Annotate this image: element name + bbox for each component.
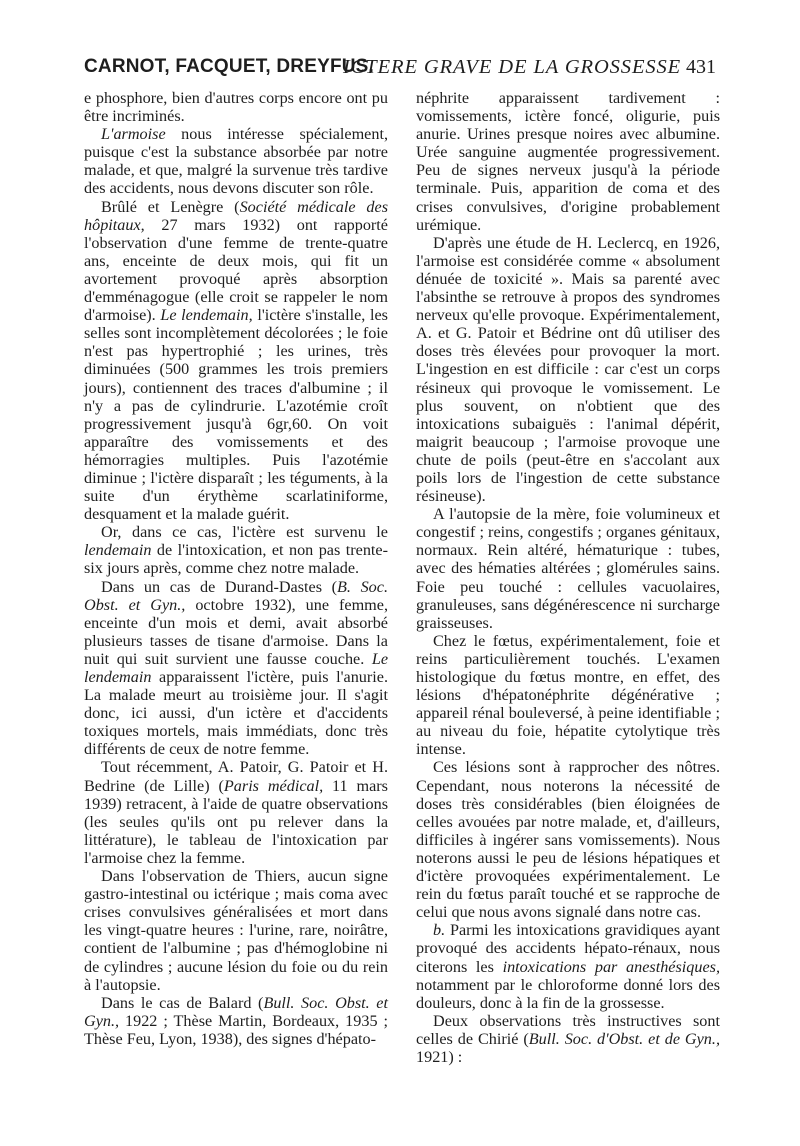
text-run: Or, dans ce cas, l'ictère est survenu le [101, 523, 388, 542]
text-run: 1921) : [416, 1047, 463, 1066]
italic-run: Bull. Soc. Obst. et Gyn., [84, 993, 388, 1030]
text-run: Deux observations très instructives sont celles de Chirié ( [416, 1011, 720, 1048]
paragraph [84, 758, 388, 867]
italic-run: Le lendemain [84, 649, 388, 686]
text-run: de l'intoxication, et non pas trente-six jours après, comme chez notre malade. [84, 541, 388, 578]
paragraph [84, 578, 388, 759]
paragraph [84, 523, 388, 577]
text-run: Dans un cas de Durand-Dastes ( [101, 577, 338, 596]
paragraph [84, 125, 388, 197]
page-number: 431 [686, 56, 716, 78]
paragraph [84, 89, 388, 125]
paragraph [416, 505, 720, 632]
header-authors: CARNOT, FACQUET, DREYFUS. [84, 56, 375, 77]
text-run: Chez le fœtus, expérimentalement, foie et reins particulièrement touchés. L'examen histologique du fœtus montre, en effet, des lésions d'hépatonéphrite dégénérative ; appareil rénal bouleversé, à peine identifiable ; au niveau du foie, hépatite cytolytique très intense. [416, 631, 720, 759]
text-run: Brûlé et Lenègre ( [101, 197, 240, 216]
text-run: 1922 ; Thèse Martin, Bordeaux, 1935 ; Thèse Feu, Lyon, 1938), des signes d'hépato- [84, 1011, 388, 1048]
paragraph [416, 234, 720, 505]
text-run: notamment par le chloroforme donné lors des douleurs, donc à la fin de la grossesse. [416, 975, 720, 1012]
text-run: e phosphore, bien d'autres corps encore ont pu être incriminés. [84, 89, 388, 126]
italic-run: b. [433, 921, 446, 940]
text-run: Ces lésions sont à rapprocher des nôtres. Cependant, nous noterons la nécessité de doses très considérables (bien éloignées de celles avouées par notre malade, et, d'ailleurs, difficiles à ingérer sans vomissements). Nous noterons aussi le peu de lésions hépatiques et d'ictère provoquées expérimentalement. Le rein du fœtus paraît touché et se rapproche de celui que nous avons signalé dans notre cas. [416, 758, 720, 922]
text-run: nous intéresse spécialement, puisque c'est la substance absorbée par notre malade, et que, malgré la survenue très tardive des accidents, nous devons discuter son rôle. [84, 125, 388, 198]
text-run: apparaissent l'ictère, puis l'anurie. La malade meurt au troisième jour. Il s'agit donc, ici aussi, d'un ictère et d'accidents toxiques mortels, mais immédiats, donc très différents de ceux de notre femme. [84, 668, 388, 759]
italic-run: Le lendemain, [160, 306, 253, 325]
paragraph [84, 994, 388, 1048]
paragraph [416, 1012, 720, 1066]
text-run: Dans l'observation de Thiers, aucun signe gastro-intestinal ou ictérique ; mais coma avec crises convulsives généralisées et mort dans les vingt-quatre heures : l'urine, rare, noirâtre, contient de l'albumine ; pas d'hémoglobine ni de cylindres ; aucune lésion du foie ou du rein à l'autopsie. [84, 867, 388, 994]
italic-run: Bull. Soc. d'Obst. et de Gyn., [528, 1029, 720, 1048]
text-run: octobre 1932), une femme, enceinte d'un mois et demi, avait absorbé plusieurs tasses de tisane d'armoise. Dans la nuit qui suit survient une fausse couche. [84, 595, 388, 668]
header-title: ICTERE GRAVE DE LA GROSSESSE [343, 56, 682, 78]
paragraph [84, 198, 388, 524]
italic-run: Société médicale des hôpitaux, [84, 197, 388, 234]
text-run: Tout récemment, A. Patoir, G. Patoir et H. Bedrine (de Lille) ( [84, 758, 388, 795]
text-run: D'après une étude de H. Leclercq, en 1926, l'armoise est considérée comme « absolument dénuée de toxicité ». Mais sa parenté avec l'absinthe se retrouve à propos des syndromes nerveux qu'elle provoque. Expérimentalement, A. et G. Patoir et Bédrine ont dû utiliser des doses très élevées pour provoquer la mort. L'ingestion en est difficile : car c'est un corps résineux qui provoque le vomissement. Le plus souvent, on n'obtient que des intoxications subaiguës : l'animal dépérit, maigrit beaucoup ; l'armoise provoque une chute de poils (peut-être en s'accolant aux poils lors de l'ingestion de cette substance résineuse). [416, 233, 720, 506]
text-run: l'ictère s'installe, les selles sont incomplètement décolorées ; le foie n'est pas hypertrophié ; les urines, très diminuées (500 grammes les trois premiers jours), contiennent des traces d'albumine ; il n'y a pas de cylindrurie. L'azotémie croît progressivement jusqu'à 6gr,60. On voit apparaître des vomissements et des hémorragies multiples. Puis l'azotémie diminue ; l'ictère disparaît ; les téguments, à la suite d'un érythème scarlatiniforme, desquament et la malade guérit. [84, 306, 388, 524]
italic-run: L'armoise [101, 125, 166, 144]
text-run: néphrite apparaissent tardivement : vomissements, ictère foncé, oligurie, puis anurie. Urines presque noires avec albumine. Urée sanguine augmentée progressivement. Peu de signes nerveux jusqu'à la période terminale. Puis, apparition de coma et des crises convulsives, d'origine probablement urémique. [416, 89, 720, 234]
text-run: Parmi les intoxications gravidiques ayant provoqué des accidents hépato-rénaux, nous citerons les [416, 921, 720, 976]
italic-run: intoxications par anesthésiques, [502, 957, 720, 976]
italic-run: lendemain [84, 541, 152, 560]
text-run: Dans le cas de Balard ( [101, 993, 264, 1012]
italic-run: B. Soc. Obst. et Gyn., [84, 577, 388, 614]
paragraph [84, 867, 388, 994]
paragraph [416, 758, 720, 921]
running-header [84, 56, 716, 82]
text-run: 27 mars 1932) ont rapporté l'observation d'une femme de trente-quatre ans, enceinte de deux mois, qui fit un avortement provoqué après absorption d'emménagogue (elle croit se rappeler le nom d'armoise). [84, 215, 388, 325]
left-column [84, 89, 388, 1048]
paragraph [416, 921, 720, 1011]
text-run: 11 mars 1939) retracent, à l'aide de quatre observations (les seules qu'ils ont pu relever dans la littérature), le tableau de l'intoxication par l'armoise chez la femme. [84, 776, 388, 867]
right-column [416, 89, 720, 1066]
italic-run: Paris médical, [223, 776, 324, 795]
paragraph [416, 89, 720, 234]
paragraph [416, 632, 720, 759]
text-run: A l'autopsie de la mère, foie volumineux et congestif ; reins, congestifs ; organes génitaux, normaux. Rein altéré, hématurique : tubes, avec des hématies altérées ; glomérules sains. Foie peu touché : cellules vacuolaires, granuleuses, sans dégénérescence ni surcharge graisseuses. [416, 505, 720, 632]
